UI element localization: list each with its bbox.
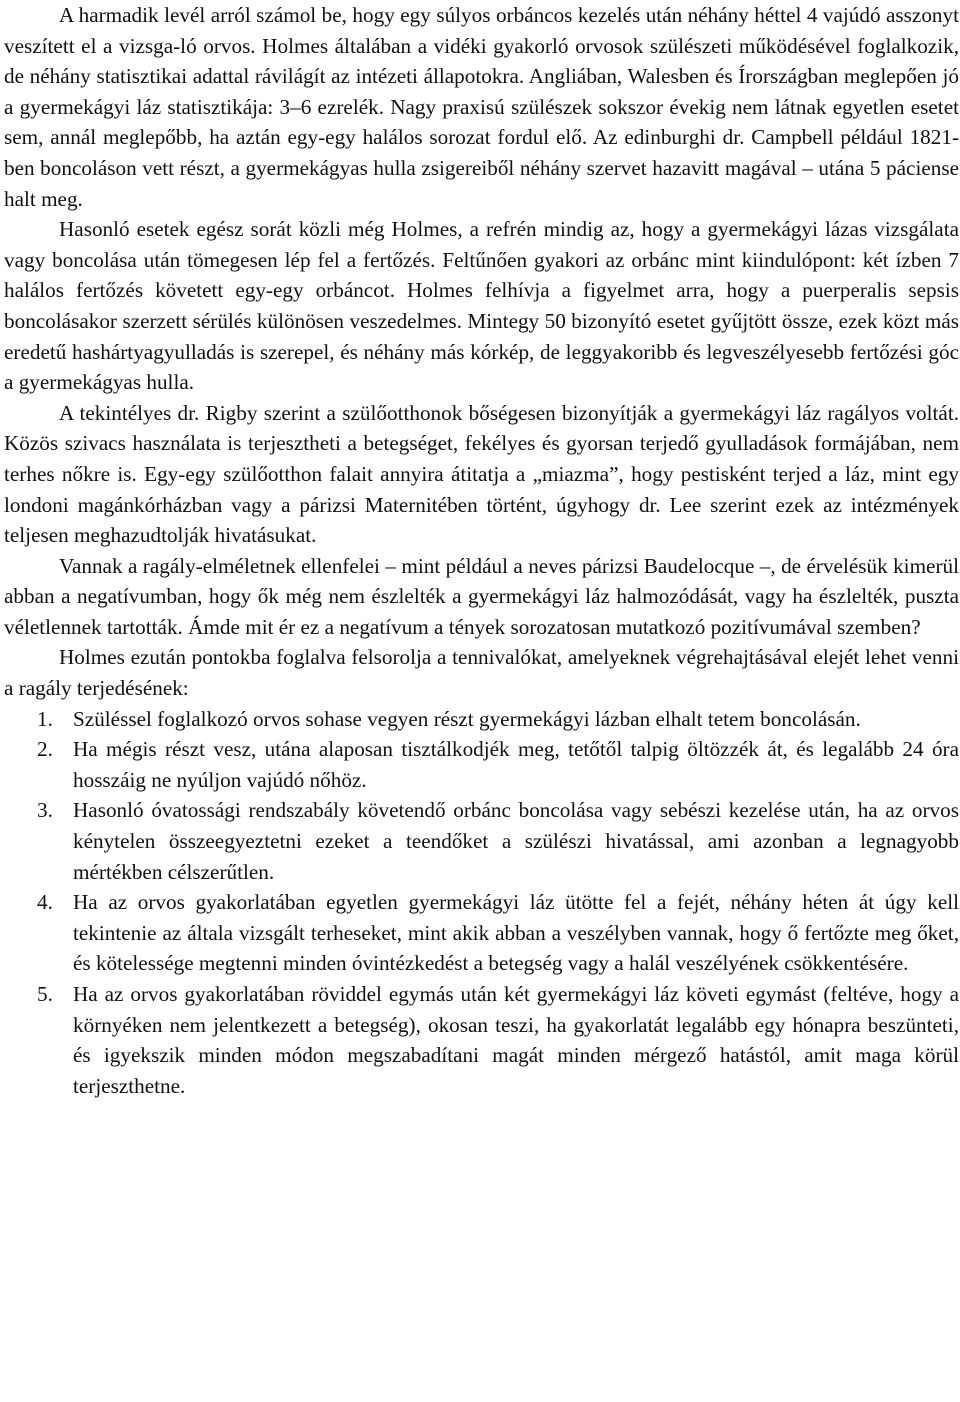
paragraph: Holmes ezután pontokba foglalva felsorolja a tennivalókat, amelyeknek végrehajtásával elejét lehet venni a ragály terjedésének: (4, 645, 959, 701)
paragraph: A harmadik levél arról számol be, hogy egy súlyos orbáncos kezelés után néhány héttel 4 vajúdó asszonyt veszített el a vizsga-ló orvos. Holmes általában a vidéki gyakorló orvosok szülészeti működésével foglalkozik, de néhány statisztikai adattal rávilágít az intézeti állapotokra. Angliában, Walesben és Írországban meglepően jó a gyermekágyi láz statisztikája: 3–6 ezrelék. Nagy praxisú szülészek sokszor évekig nem látnak egyetlen esetet sem, annál meglepőbb, ha aztán egy-egy halálos sorozat fordul elő. Az edinburghi dr. Campbell például 1821-ben boncoláson vett részt, a gyermekágyas hulla zsigereiből néhány szervet hazavitt magával – utána 5 páciense halt meg. (4, 3, 959, 211)
list-item-number: 1. (37, 706, 53, 731)
list-item (4, 734, 959, 795)
list-item (4, 887, 959, 979)
list-item-text: Hasonló óvatossági rendszabály követendő orbánc boncolása vagy sebészi kezelése után, ha az orvos kénytelen összeegyeztetni ezeket a teendőket a szülészi hivatással, ami azonban a legnagyobb mértékben célszerűtlen. (73, 798, 959, 884)
list-item-text: Ha mégis részt vesz, utána alaposan tisztálkodjék meg, tetőtől talpig öltözzék át, és legalább 24 óra hosszáig ne nyúljon vajúdó nőhöz. (73, 737, 959, 792)
list-item-number: 2. (37, 737, 53, 762)
list-item-text: Ha az orvos gyakorlatában egyetlen gyermekágyi láz ütötte fel a fejét, néhány héten át úgy kell tekintenie az általa vizsgált terheseket, mint akik abban a veszélyben vannak, hogy ő fertőzte meg őket, és kötelessége megtenni minden óvintézkedést a betegség vagy a halál veszélyének csökkentésére. (73, 890, 959, 976)
paragraph: Hasonló esetek egész sorát közli még Holmes, a refrén mindig az, hogy a gyermekágyi lázas vizsgálata vagy boncolása után tömegesen lép fel a fertőzés. Feltűnően gyakori az orbánc mint kiindulópont: két ízben 7 halálos fertőzés követett egy-egy orbáncot. Holmes felhívja a figyelmet arra, hogy a puerperalis sepsis boncolásakor szerzett sérülés különösen veszedelmes. Mintegy 50 bizonyító esetet gyűjtött össze, ezek közt más eredetű hashártyagyulladás is szerepel, és néhány más kórkép, de leggyakoribb és legveszélyesebb fertőzési góc a gyermekágyas hulla. (4, 217, 959, 395)
list-item (4, 979, 959, 1101)
list-item (4, 704, 959, 735)
paragraph: A tekintélyes dr. Rigby szerint a szülőotthonok bőségesen bizonyítják a gyermekágyi láz ragályos voltát. Közös szivacs használata is terjesztheti a betegséget, fekélyes és gyorsan terjedő gyulladások formájában, nem terhes nőkre is. Egy-egy szülőotthon falait annyira átitatja a „miazma”, hogy pestisként terjed a láz, mint egy londoni magánkórházban vagy a párizsi Maternitében történt, úgyhogy dr. Lee szerint ezek az intézmények teljesen meghazudtolják hivatásukat. (4, 400, 959, 548)
list-item-number: 3. (37, 798, 53, 823)
numbered-list (4, 704, 959, 1102)
list-item-text: Ha az orvos gyakorlatában röviddel egymás után két gyermekágyi láz követi egymást (feltéve, hogy a környéken nem jelentkezett a betegség), okosan teszi, ha gyakorlatát legalább egy hónapra beszünteti, és igyekszik minden módon megszabadítani magát minden mérgező hatástól, amit maga körül terjeszthetne. (73, 982, 959, 1098)
list-item-number: 5. (37, 982, 53, 1006)
paragraph: Vannak a ragály-elméletnek ellenfelei – mint például a neves párizsi Baudelocque –, de érvelésük kimerül abban a negatívumban, hogy ők még nem észlelték a gyermekágyi láz halmozódását, vagy ha észlelték, puszta véletlennek tartották. Ámde mit ér ez a negatívum a tények sorozatosan mutatkozó pozitívumával szemben? (4, 553, 959, 639)
list-item-text: Szüléssel foglalkozó orvos sohase vegyen részt gyermekágyi lázban elhalt tetem boncolásán. (73, 706, 861, 731)
list-item-number: 4. (37, 890, 53, 915)
list-item (4, 795, 959, 887)
